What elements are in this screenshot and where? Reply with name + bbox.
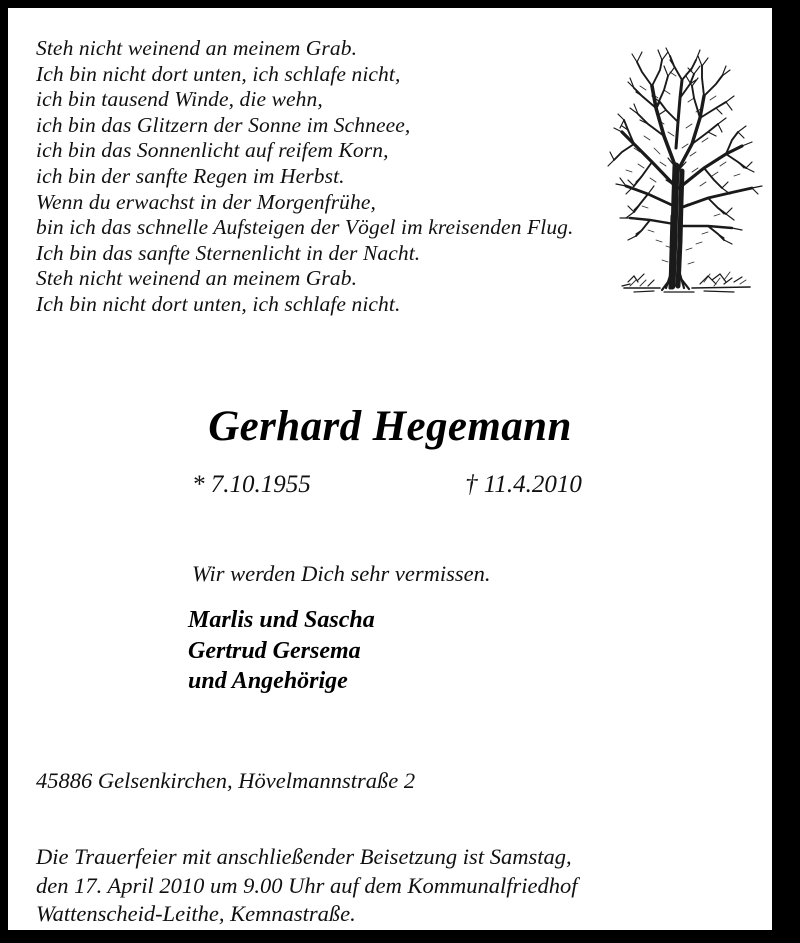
address-line: 45886 Gelsenkirchen, Hövelmannstraße 2 <box>36 768 416 793</box>
poem-line: Steh nicht weinend an meinem Grab. <box>36 266 358 291</box>
survivor-line: Marlis und Sascha <box>188 607 375 633</box>
deceased-name: Gerhard Hegemann <box>208 403 572 450</box>
funeral-line: Wattenscheid-Leithe, Kemnastraße. <box>36 901 356 926</box>
survivors-block <box>188 605 375 697</box>
notice-paper <box>8 8 772 930</box>
poem-line: Ich bin nicht dort unten, ich schlafe nicht, <box>36 61 401 86</box>
survivor-line: Gertrud Gersema <box>188 637 361 664</box>
funeral-line: den 17. April 2010 um 9.00 Uhr auf dem Kommunalfriedhof <box>36 872 578 898</box>
funeral-details <box>36 843 756 929</box>
survivor-line: und Angehörige <box>188 668 348 694</box>
poem-line: ich bin das Glitzern der Sonne im Schneee, <box>36 112 411 137</box>
poem-line: bin ich das schnelle Aufsteigen der Vögel im kreisenden Flug. <box>36 215 574 240</box>
poem-line: ich bin das Sonnenlicht auf reifem Korn, <box>36 138 389 163</box>
poem-line: Wenn du erwachst in der Morgenfrühe, <box>36 189 376 214</box>
death-date: † 11.4.2010 <box>465 471 582 498</box>
poem-line: Ich bin das sanfte Sternenlicht in der Nacht. <box>36 240 421 265</box>
poem-line: Ich bin nicht dort unten, ich schlafe nicht. <box>36 291 401 316</box>
bare-tree-illustration <box>604 36 772 306</box>
birth-date: * 7.10.1955 <box>192 471 311 498</box>
farewell-message: Wir werden Dich sehr vermissen. <box>192 561 491 586</box>
funeral-line: Die Trauerfeier mit anschließender Beisetzung ist Samstag, <box>36 844 572 869</box>
poem-line: ich bin tausend Winde, die wehn, <box>36 87 323 112</box>
poem-block <box>36 36 616 318</box>
poem-line: ich bin der sanfte Regen im Herbst. <box>36 163 345 188</box>
poem-line: Steh nicht weinend an meinem Grab. <box>36 36 358 60</box>
